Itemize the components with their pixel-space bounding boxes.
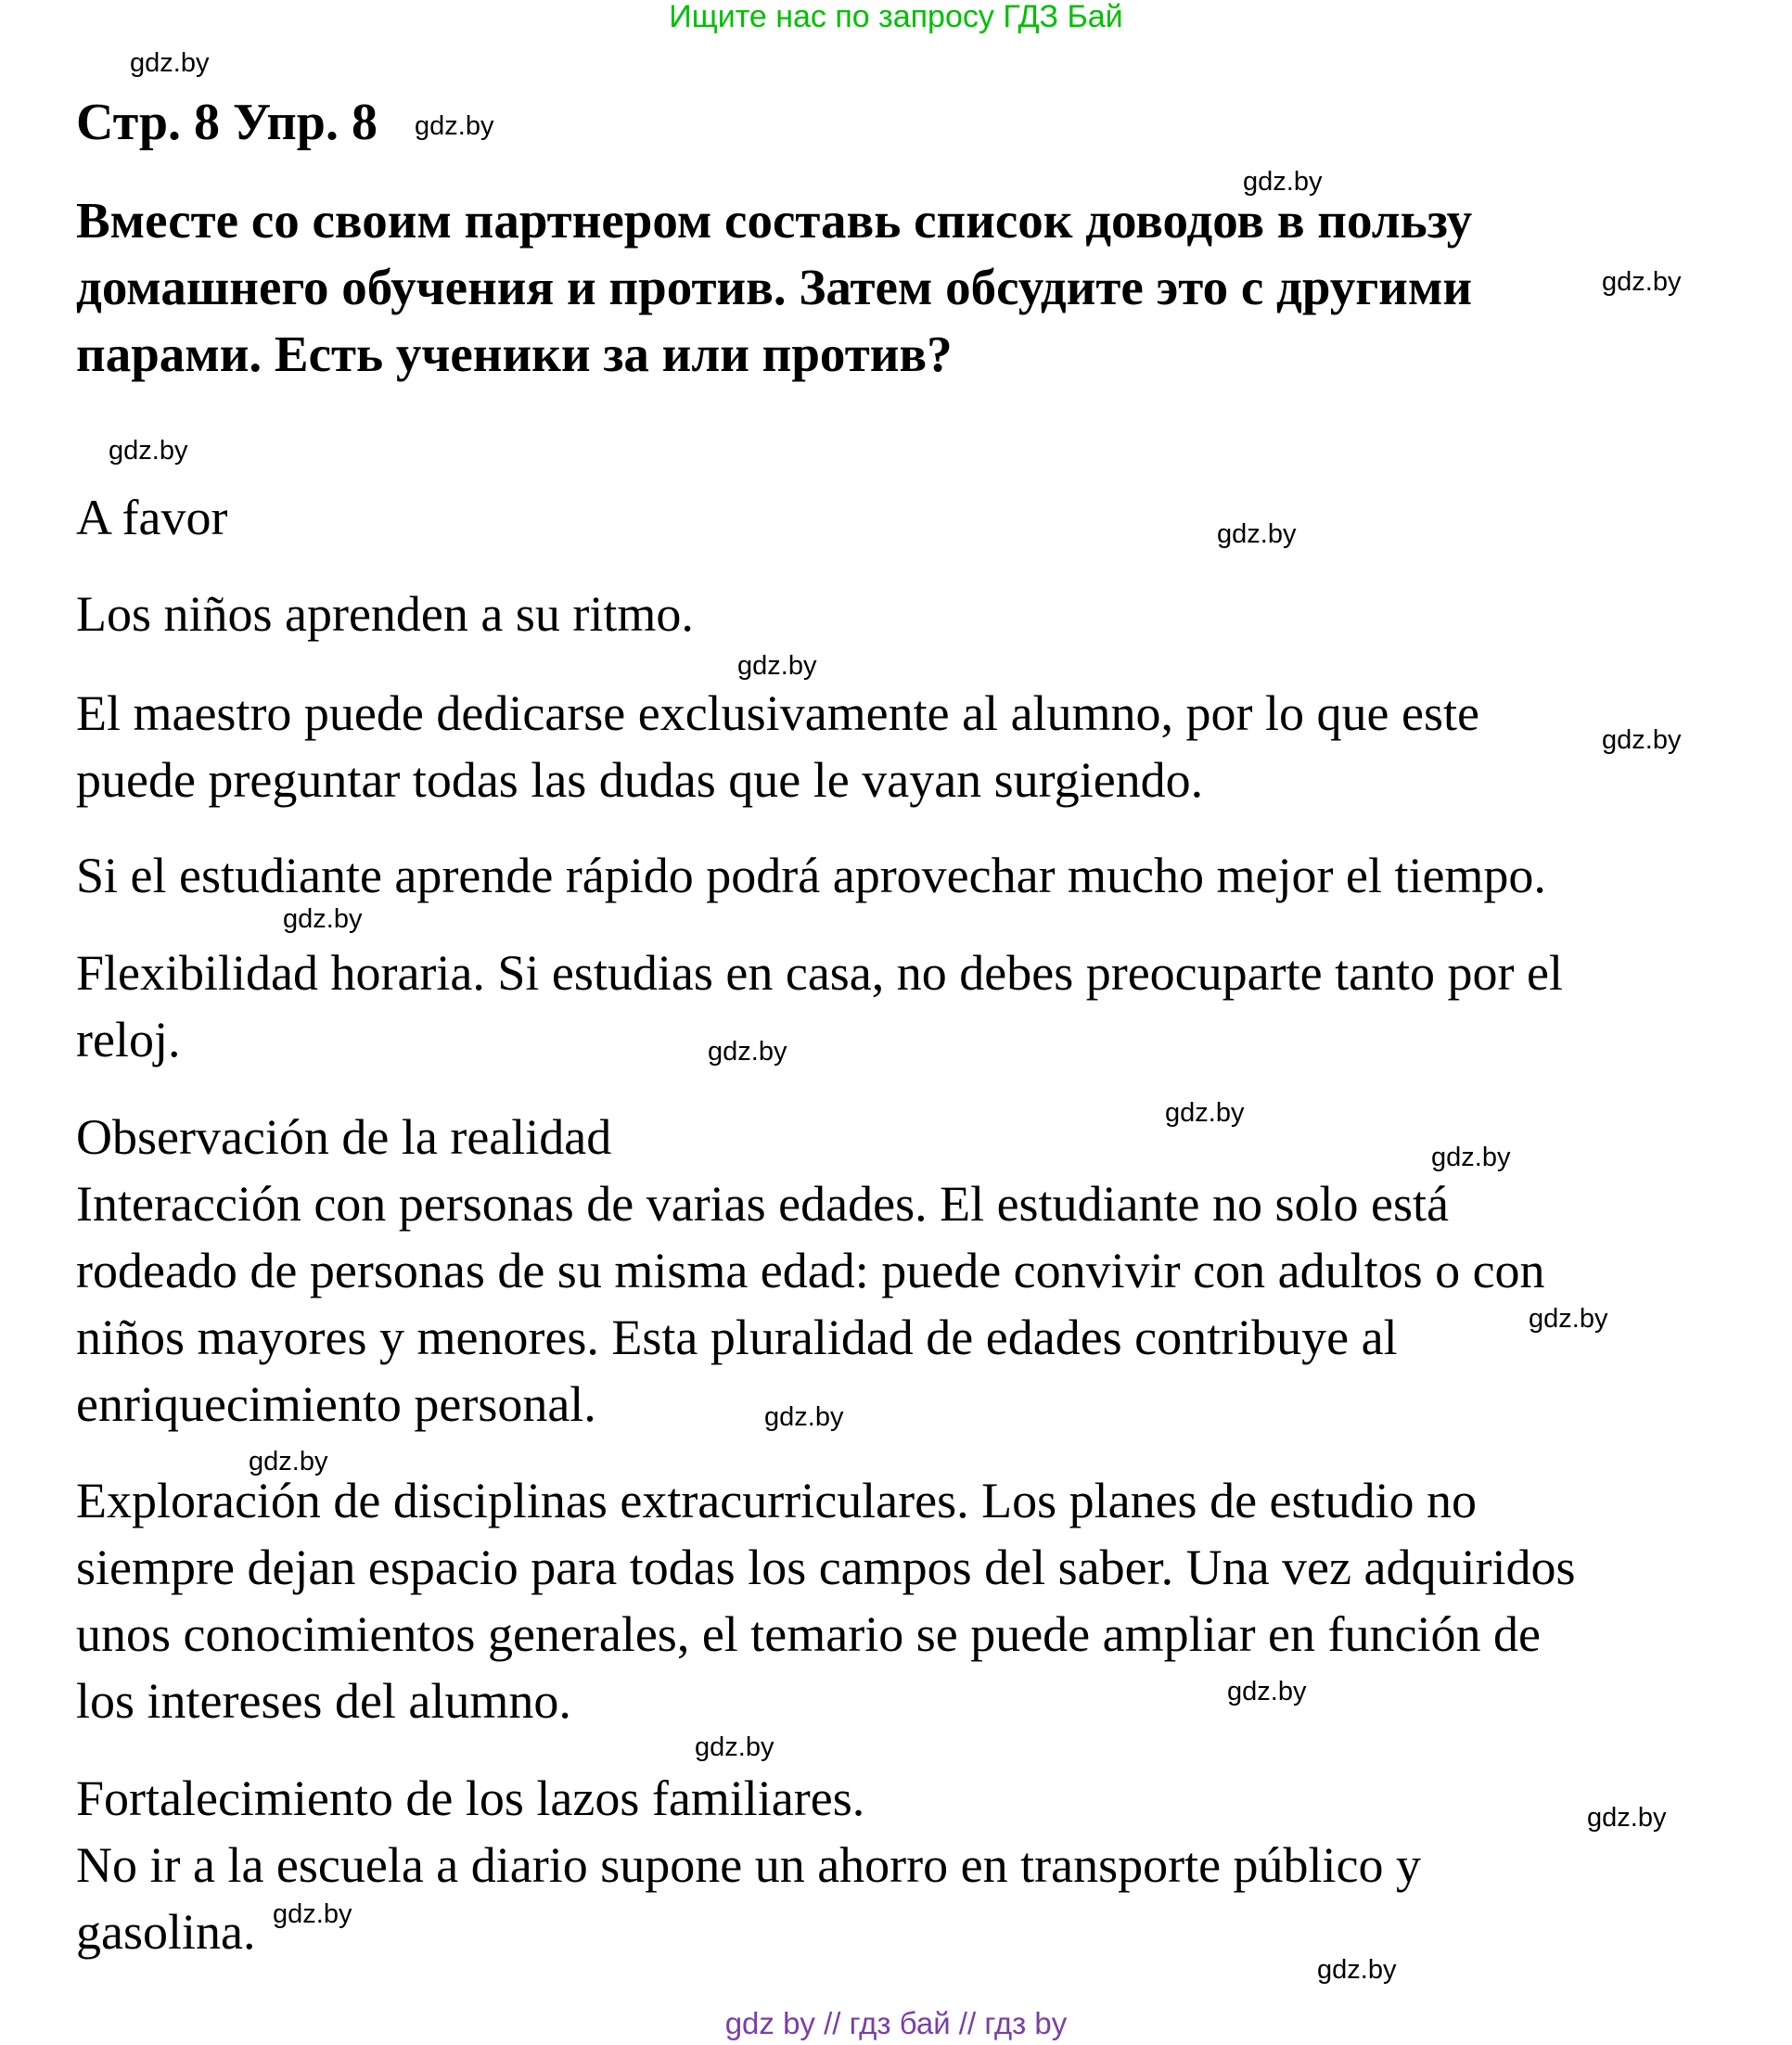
text-line: niños mayores y menores. Esta pluralidad de edades contribuye al <box>76 1310 1398 1365</box>
watermark: gdz.by <box>130 48 210 78</box>
text-line: Fortalecimiento de los lazos familiares. <box>76 1770 865 1826</box>
text-line: reloj. <box>76 1012 181 1067</box>
watermark: gdz.by <box>1165 1098 1245 1128</box>
watermark: gdz.by <box>249 1447 328 1476</box>
text-line: Exploración de disciplinas extracurriculares. Los planes de estudio no <box>76 1473 1478 1528</box>
footer: gdz by // гдз бай // гдз by <box>724 2006 1068 2040</box>
task-text: Вместе со своим партнером составь список доводов в пользу домашнего обучения и против. Затем обсудите это с другими парами. Есть ученики за или против? <box>76 192 1473 382</box>
page-title: Стр. 8 Упр. 8 <box>76 94 378 151</box>
watermark: gdz.by <box>737 651 817 681</box>
watermark: gdz.by <box>1431 1143 1511 1172</box>
text-line: rodeado de personas de su misma edad: puede convivir con adultos o con <box>76 1243 1545 1298</box>
watermark: gdz.by <box>1529 1304 1608 1334</box>
top-banner: Ищите нас по запросу ГДЗ Бай <box>669 0 1123 34</box>
watermark: gdz.by <box>1217 519 1297 549</box>
text-line: siempre dejan espacio para todas los campos del saber. Una vez adquiridos <box>76 1540 1576 1595</box>
text-line: Interacción con personas de varias edades. El estudiante no solo está <box>76 1176 1449 1232</box>
text-line: El maestro puede dedicarse exclusivamente al alumno, por lo que este <box>76 685 1479 741</box>
text-line: puede preguntar todas las dudas que le vayan surgiendo. <box>76 752 1204 808</box>
watermark: gdz.by <box>283 904 363 934</box>
watermark: gdz.by <box>695 1732 774 1762</box>
watermark: gdz.by <box>1602 267 1682 297</box>
text-line: gasolina. <box>76 1904 256 1960</box>
watermark: gdz.by <box>764 1402 844 1432</box>
watermark: gdz.by <box>708 1037 787 1067</box>
text-line: No ir a la escuela a diario supone un ahorro en transporte público y <box>76 1837 1422 1893</box>
text-line: Si el estudiante aprende rápido podrá aprovechar mucho mejor el tiempo. <box>76 848 1546 903</box>
text-line: Flexibilidad horaria. Si estudias en casa, no debes preocuparte tanto por el <box>76 945 1563 1001</box>
section-title: A favor <box>76 490 228 545</box>
watermark: gdz.by <box>415 111 494 141</box>
watermark: gdz.by <box>1602 725 1682 755</box>
watermark: gdz.by <box>273 1899 352 1929</box>
text-line: los intereses del alumno. <box>76 1673 571 1729</box>
text-line: unos conocimientos generales, el temario se puede ampliar en función de <box>76 1606 1541 1662</box>
watermark: gdz.by <box>109 436 188 466</box>
watermark: gdz.by <box>1243 167 1323 197</box>
text-line: Observación de la realidad <box>76 1109 612 1165</box>
watermark: gdz.by <box>1317 1955 1397 1985</box>
watermark: gdz.by <box>1227 1677 1307 1706</box>
watermark: gdz.by <box>1587 1803 1667 1833</box>
text-line: enriquecimiento personal. <box>76 1376 596 1432</box>
text-line: Los niños aprenden a su ritmo. <box>76 586 694 642</box>
